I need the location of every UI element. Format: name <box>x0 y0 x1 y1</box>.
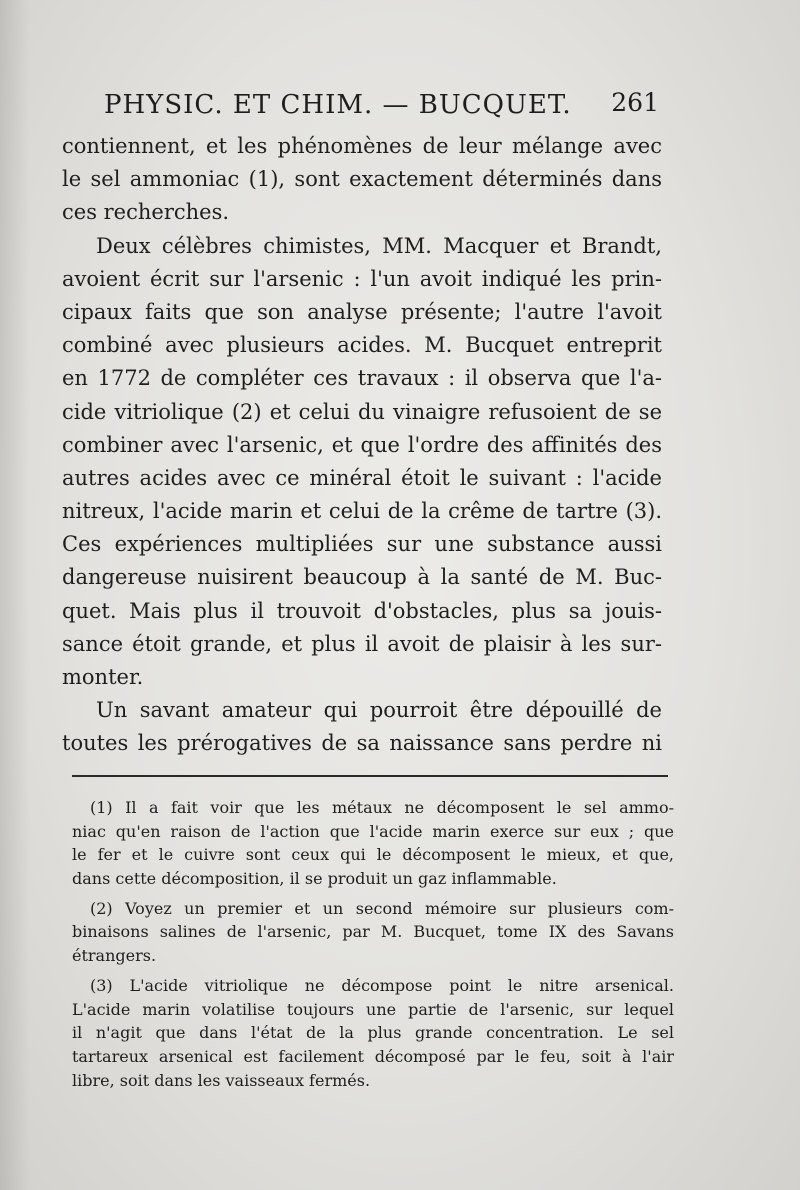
footnote-2 <box>72 897 674 968</box>
footnote-line: étrangers. <box>72 946 157 966</box>
footnote-line: binaisons salines de l'arsenic, par M. Bucquet, tome IX des Savans <box>72 922 674 942</box>
text-line: monter. <box>62 665 144 689</box>
footnote-divider <box>72 775 668 777</box>
footnote-line: niac qu'en raison de l'action que l'acide marin exerce sur eux ; que <box>72 821 674 841</box>
footnotes <box>72 796 674 1092</box>
page-number: 261 <box>611 88 659 117</box>
text-line: toutes les prérogatives de sa naissance sans perdre ni <box>62 731 662 756</box>
footnote-1 <box>72 796 674 891</box>
text-line: cide vitriolique (2) et celui du vinaigre refusoient de se <box>62 399 662 424</box>
text-line: combiner avec l'arsenic, et que l'ordre des affinités des <box>62 432 662 457</box>
text-line: Un savant amateur qui pourroit être dépouillé de <box>96 698 662 723</box>
main-text <box>62 130 662 761</box>
footnote-line: tartareux arsenical est facilement décomposé par le feu, soit à l'air <box>72 1046 674 1066</box>
text-line: nitreux, l'acide marin et celui de la crême de tartre (3). <box>62 499 662 524</box>
footnote-line: dans cette décomposition, il se produit un gaz inflammable. <box>72 869 557 889</box>
footnote-line: (3) L'acide vitriolique ne décompose point le nitre arsenical. <box>90 975 674 995</box>
text-line: Ces expériences multipliées sur une substance aussi <box>62 532 662 557</box>
text-line: le sel ammoniac (1), sont exactement déterminés dans <box>62 167 662 192</box>
text-line: Deux célèbres chimistes, MM. Macquer et Brandt, <box>96 233 662 258</box>
text-line: dangereuse nuisirent beaucoup à la santé de M. Buc- <box>62 565 662 590</box>
text-line: sance étoit grande, et plus il avoit de plaisir à les sur- <box>62 631 662 656</box>
text-line: contiennent, et les phénomènes de leur mélange avec <box>62 134 662 158</box>
footnote-line: (2) Voyez un premier et un second mémoire sur plusieurs com- <box>90 898 674 918</box>
text-line: en 1772 de compléter ces travaux : il observa que l'a- <box>62 366 662 391</box>
text-line: avoient écrit sur l'arsenic : l'un avoit indiqué les prin- <box>62 266 662 291</box>
footnote-3 <box>72 974 674 1092</box>
text-line: cipaux faits que son analyse présente; l'autre l'avoit <box>62 299 662 324</box>
text-line: ces recherches. <box>62 200 230 225</box>
text-line: quet. Mais plus il trouvoit d'obstacles, plus sa jouis- <box>62 598 662 623</box>
page-header <box>104 86 659 130</box>
footnote-line: (1) Il a fait voir que les métaux ne décomposent le sel ammo- <box>90 798 674 817</box>
footnote-line: libre, soit dans les vaisseaux fermés. <box>72 1070 371 1090</box>
text-line: combiné avec plusieurs acides. M. Bucquet entreprit <box>62 333 662 358</box>
footnote-line: le fer et le cuivre sont ceux qui le décomposent le mieux, et que, <box>72 845 674 865</box>
running-head: PHYSIC. ET CHIM. — BUCQUET. <box>104 90 572 120</box>
footnote-line: il n'agit que dans l'état de la plus grande concentration. Le sel <box>72 1023 674 1043</box>
text-line: autres acides avec ce minéral étoit le suivant : l'acide <box>62 465 662 490</box>
footnote-line: L'acide marin volatilise toujours une partie de l'arsenic, sur lequel <box>72 999 674 1019</box>
